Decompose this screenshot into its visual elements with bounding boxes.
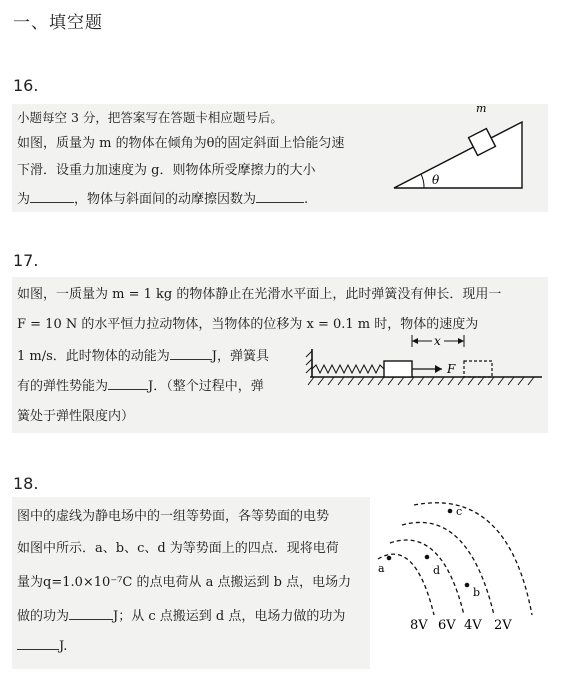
q17-text-d: J．（整个过程中，弹 xyxy=(148,379,264,394)
point-c xyxy=(448,509,453,514)
point-a xyxy=(387,556,392,561)
q18-line-3: 量为q=1.0×10⁻⁷C 的点电荷从 a 点搬运到 b 点，电场力 xyxy=(17,575,352,590)
point-b-label: b xyxy=(473,586,481,599)
question-16-scan xyxy=(12,104,548,212)
q16-text-a: 为 xyxy=(17,192,31,207)
q18-text-a: 做的功为 xyxy=(17,609,70,624)
q18-line-5 xyxy=(17,639,67,654)
equipotential-figure xyxy=(370,497,548,669)
displacement-label: x xyxy=(434,334,441,348)
section-title: 一、填空题 xyxy=(13,13,103,33)
q16-answer-blank-1[interactable] xyxy=(30,202,74,203)
block-final-position xyxy=(464,361,492,377)
q16-instruction: 小题每空 3 分，把答案写在答题卡相应题号后。 xyxy=(17,110,283,125)
q17-text-b: J，弹簧具 xyxy=(211,349,270,364)
q18-line-2: 如图中所示．a、b、c、d 为等势面上的四点．现将电荷 xyxy=(17,541,339,556)
equipotential-6v xyxy=(390,540,464,615)
q16-text-c: . xyxy=(304,192,309,207)
incline-triangle xyxy=(394,122,522,188)
potential-label-4v: 4V xyxy=(464,618,482,633)
question-17-scan xyxy=(12,277,548,433)
q17-line-4 xyxy=(17,375,264,394)
force-arrow-head xyxy=(435,365,442,373)
q18-text-c: J. xyxy=(59,639,68,654)
q18-line-4 xyxy=(17,605,345,624)
potential-label-6v: 6V xyxy=(438,618,456,633)
force-label: F xyxy=(447,362,456,376)
potential-label-2v: 2V xyxy=(494,618,512,633)
question-16-number: 16. xyxy=(13,76,39,95)
q17-text-c: 有的弹性势能为 xyxy=(17,379,109,394)
wall-hatching xyxy=(306,351,312,373)
potential-label-8v: 8V xyxy=(410,618,428,633)
spring xyxy=(312,365,384,373)
point-d xyxy=(425,555,430,560)
q17-answer-blank-2[interactable] xyxy=(108,389,148,390)
q18-answer-blank-1[interactable] xyxy=(69,619,113,620)
incline-figure xyxy=(360,104,548,212)
q16-text-b: ，物体与斜面间的动摩擦因数为 xyxy=(74,192,257,207)
q18-answer-blank-2[interactable] xyxy=(17,649,59,650)
q16-line-2: 下滑．设重力加速度为 g．则物体所受摩擦力的大小 xyxy=(17,163,316,178)
q17-line-3 xyxy=(17,345,269,364)
equipotential-figure-area xyxy=(370,497,548,669)
point-a-label: a xyxy=(378,562,385,575)
question-17-number: 17. xyxy=(13,251,39,270)
mass-label: m xyxy=(476,104,487,115)
q17-line-1: 如图，一质量为 m = 1 kg 的物体静止在光滑水平面上，此时弹簧没有伸长．现用一 xyxy=(17,287,502,302)
spring-figure xyxy=(302,333,548,403)
point-b xyxy=(465,583,470,588)
q18-line-1: 图中的虚线为静电场中的一组等势面，各等势面的电势 xyxy=(17,509,330,524)
q17-line-5: 簧处于弹性限度内） xyxy=(17,409,135,424)
q16-line-1: 如图，质量为 m 的物体在倾角为θ的固定斜面上恰能匀速 xyxy=(17,136,345,151)
q17-text-a: 1 m/s．此时物体的动能为 xyxy=(17,349,170,364)
ground-hatching xyxy=(308,377,534,385)
q17-line-2: F = 10 N 的水平恒力拉动物体，当物体的位移为 x = 0.1 m 时，物体的速度为 xyxy=(17,317,479,332)
angle-label: θ xyxy=(432,173,440,187)
q18-text-b: J；从 c 点搬运到 d 点，电场力做的功为 xyxy=(113,609,346,624)
equipotential-8v xyxy=(378,554,434,615)
q16-answer-blank-2[interactable] xyxy=(256,202,304,203)
q16-line-3 xyxy=(17,188,308,207)
question-18-number: 18. xyxy=(13,474,39,493)
point-c-label: c xyxy=(456,505,463,518)
point-d-label: d xyxy=(433,564,441,577)
block xyxy=(384,361,412,377)
q17-answer-blank-1[interactable] xyxy=(170,359,212,360)
